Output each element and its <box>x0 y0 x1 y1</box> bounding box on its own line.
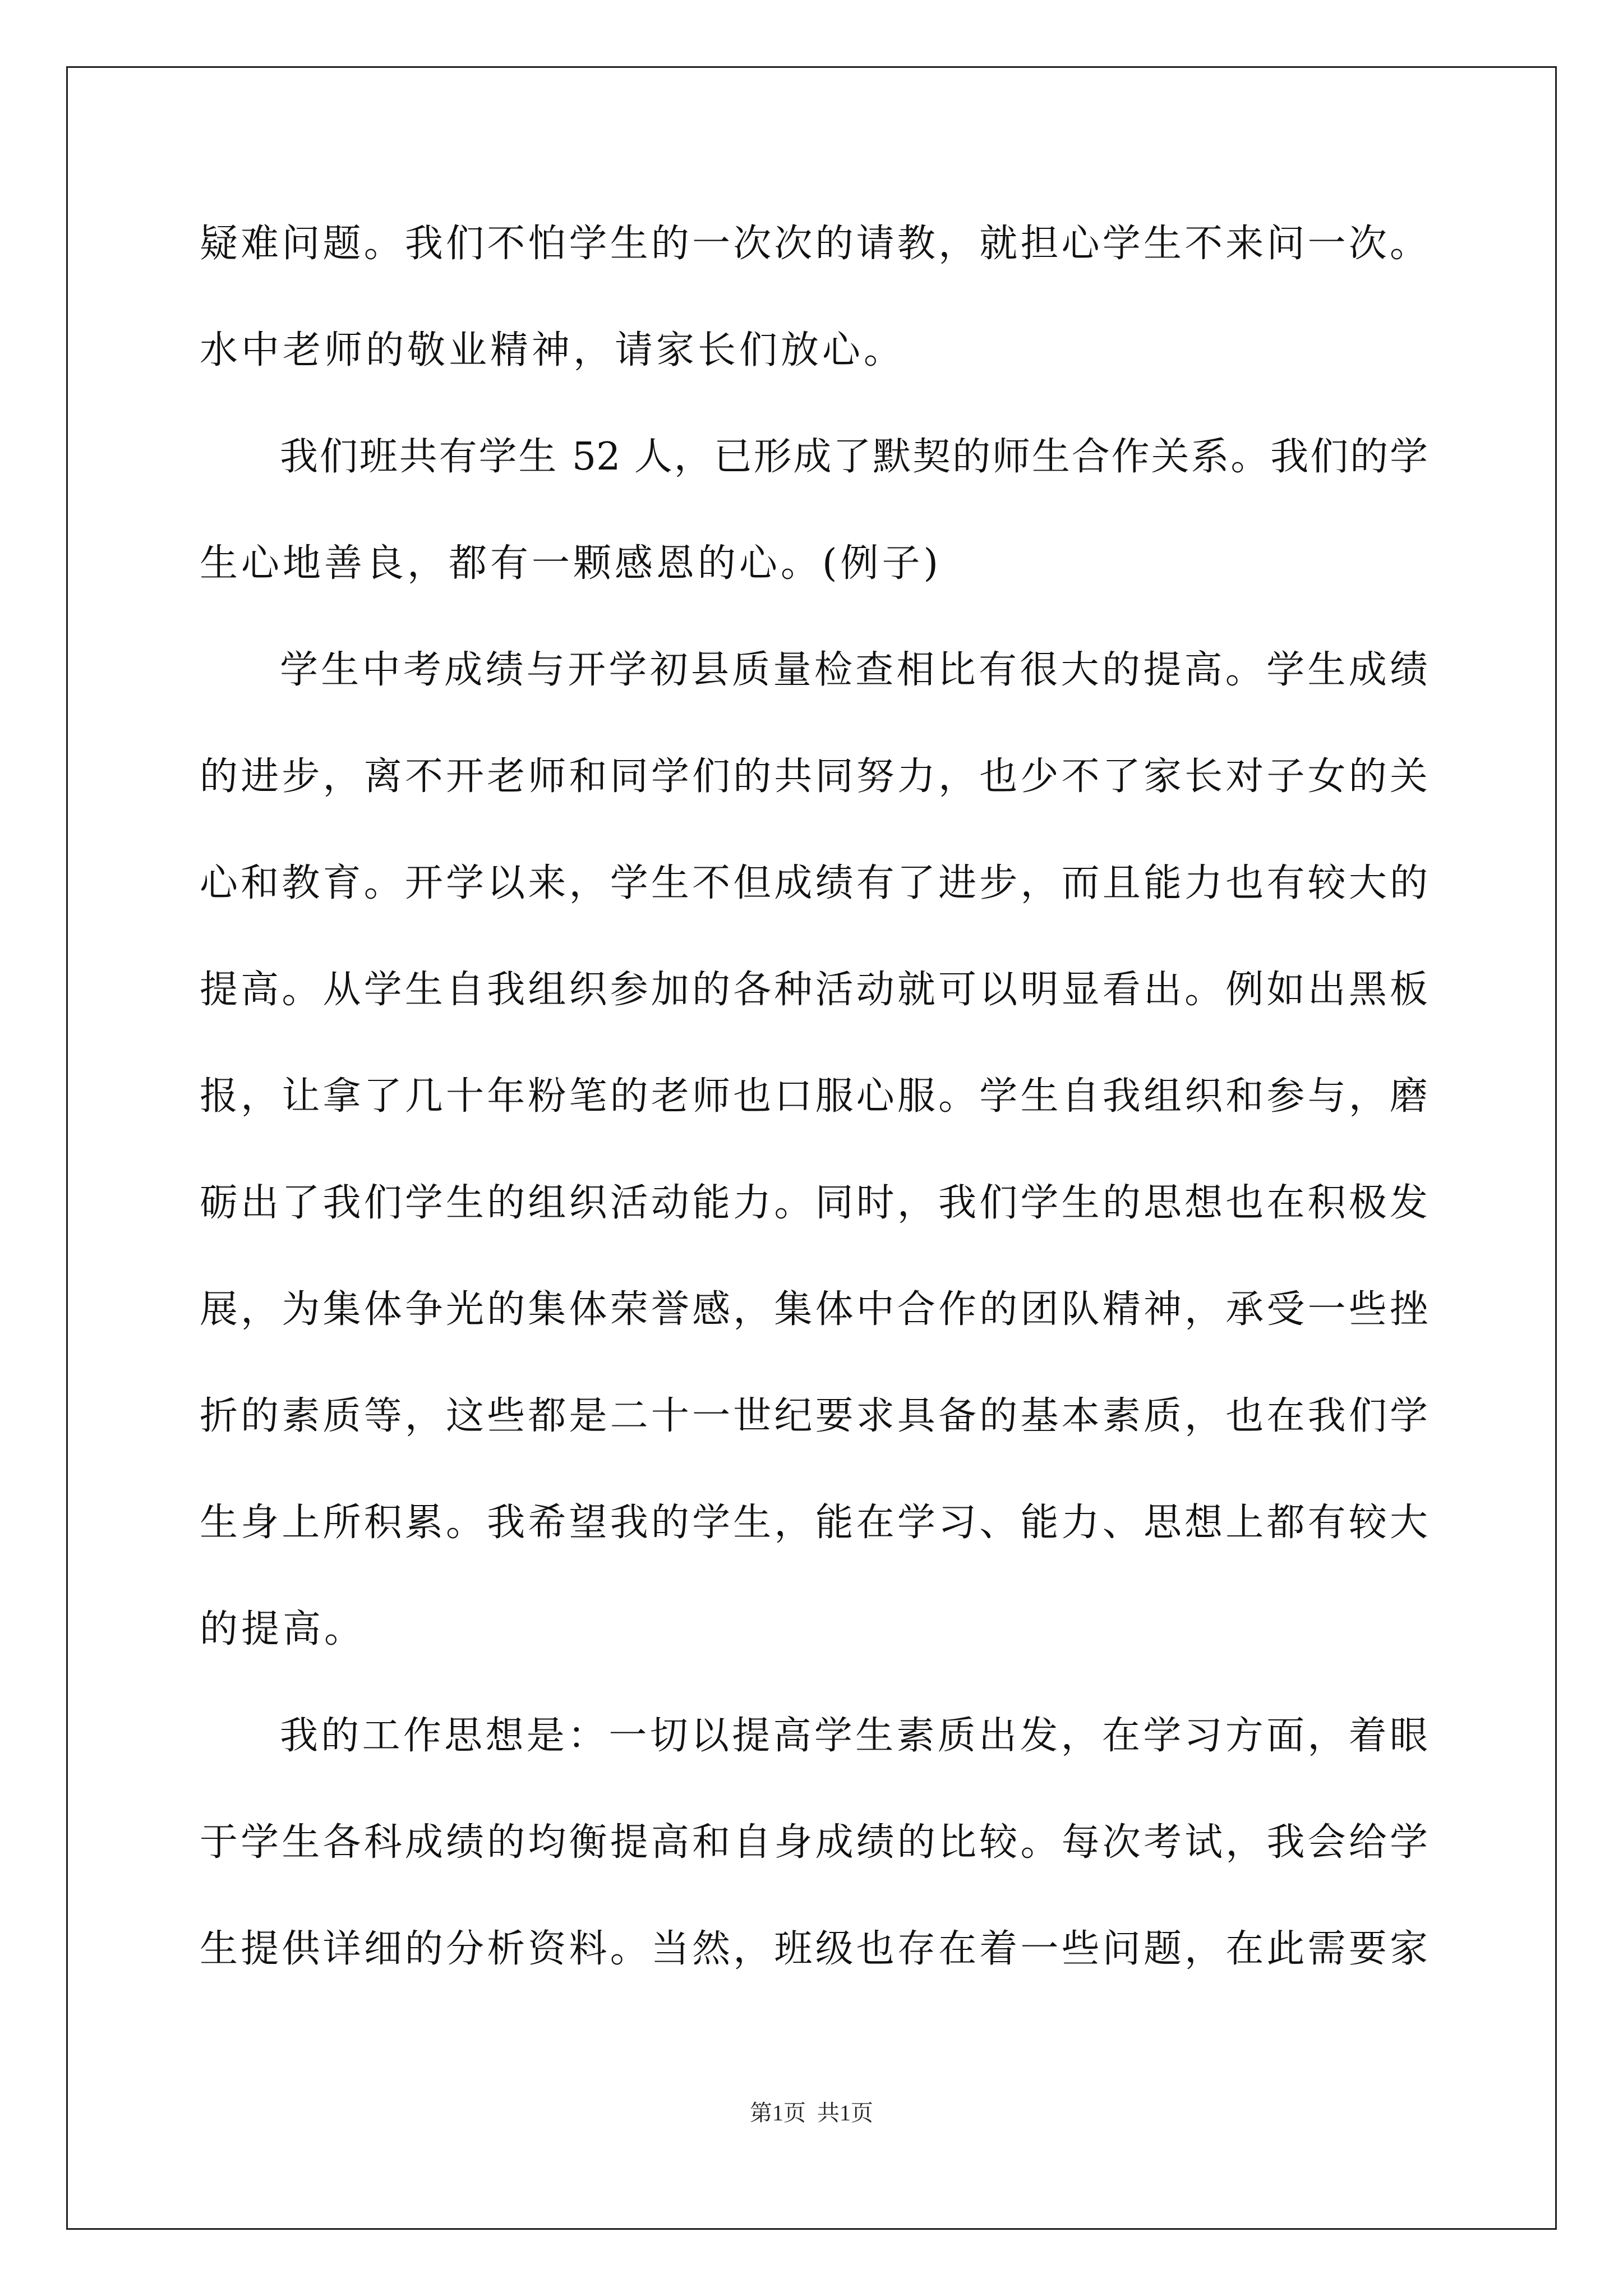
text-line: 于学生各科成绩的均衡提高和自身成绩的比较。每次考试，我会给学 <box>200 1820 1428 1865</box>
text-line: 生提供详细的分析资料。当然，班级也存在着一些问题，在此需要家 <box>200 1927 1428 1971</box>
text-line: 展，为集体争光的集体荣誉感，集体中合作的团队精神，承受一些挫 <box>200 1287 1428 1332</box>
page-number-footer: 第1页 共1页 <box>750 2100 873 2125</box>
paragraph-start-line: 我的工作思想是：一切以提高学生素质出发，在学习方面，着眼 <box>280 1714 1428 1758</box>
text-line: 提高。从学生自我组织参加的各种活动就可以明显看出。例如出黑板 <box>200 968 1428 1012</box>
text-line: 心和教育。开学以来，学生不但成绩有了进步，而且能力也有较大的 <box>200 861 1428 905</box>
paragraph-start-line: 学生中考成绩与开学初县质量检查相比有很大的提高。学生成绩 <box>280 648 1428 692</box>
text-line: 的提高。 <box>200 1607 366 1651</box>
text-line: 生身上所积累。我希望我的学生，能在学习、能力、思想上都有较大 <box>200 1501 1428 1545</box>
text-line: 生心地善良，都有一颗感恩的心。(例子) <box>200 541 942 586</box>
text-line: 水中老师的敬业精神，请家长们放心。 <box>200 328 906 372</box>
text-line: 的进步，离不开老师和同学们的共同努力，也少不了家长对子女的关 <box>200 754 1428 799</box>
text-line: 报，让拿了几十年粉笔的老师也口服心服。学生自我组织和参与，磨 <box>200 1074 1428 1119</box>
text-line: 折的素质等，这些都是二十一世纪要求具备的基本素质，也在我们学 <box>200 1394 1428 1438</box>
text-line: 砺出了我们学生的组织活动能力。同时，我们学生的思想也在积极发 <box>200 1181 1428 1225</box>
document-body <box>200 213 1428 2025</box>
text-line: 疑难问题。我们不怕学生的一次次的请教，就担心学生不来问一次。 <box>200 222 1428 266</box>
paragraph-start-line: 我们班共有学生 52 人，已形成了默契的师生合作关系。我们的学 <box>280 435 1428 479</box>
